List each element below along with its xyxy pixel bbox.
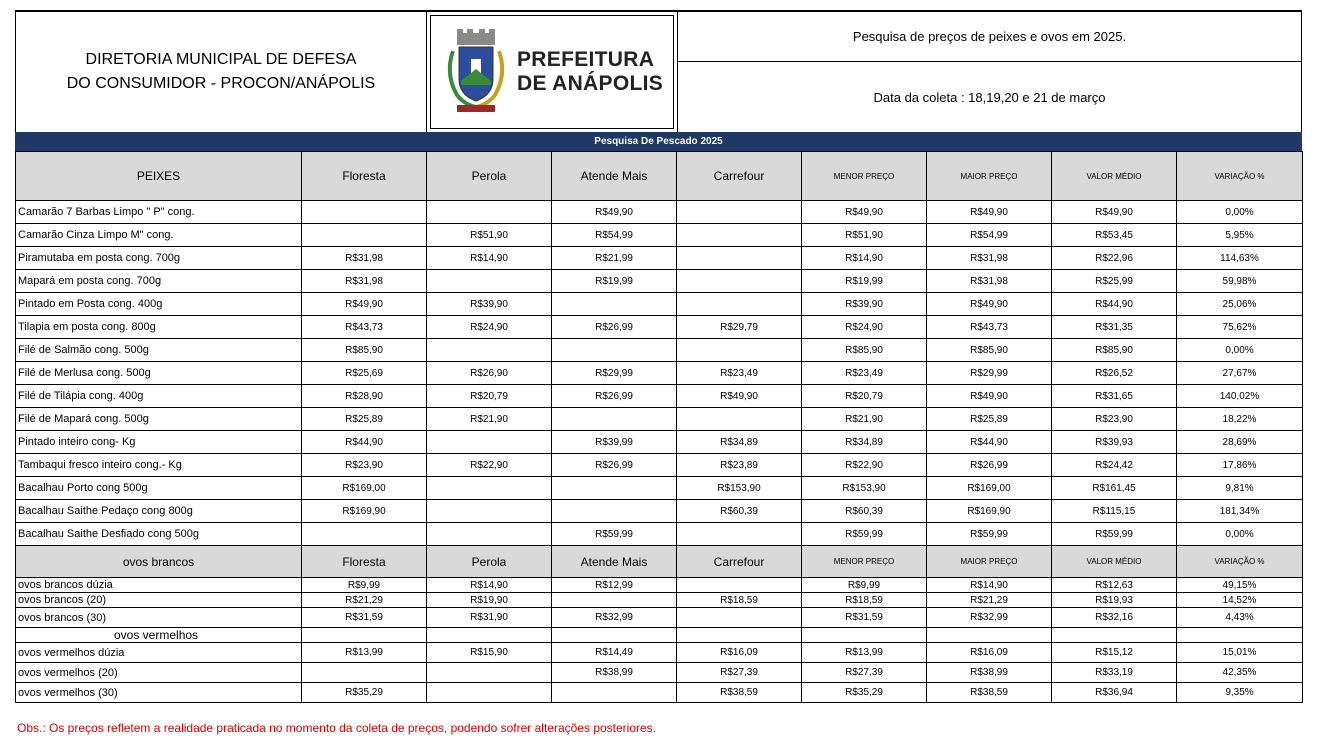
price-cell: R$21,29 <box>927 593 1052 608</box>
price-cell: R$26,99 <box>552 385 677 408</box>
product-name: Tambaqui fresco inteiro cong.- Kg <box>16 454 302 477</box>
coat-of-arms-icon <box>443 29 509 115</box>
price-cell: R$38,99 <box>927 663 1052 683</box>
price-cell <box>552 500 677 523</box>
product-name: Filé de Salmão cong. 500g <box>16 339 302 362</box>
price-cell: 75,62% <box>1177 316 1303 339</box>
price-cell: R$28,90 <box>302 385 427 408</box>
price-cell: R$49,90 <box>802 201 927 224</box>
price-cell: 114,63% <box>1177 247 1303 270</box>
price-cell: R$161,45 <box>1052 477 1177 500</box>
table-row <box>16 224 1303 247</box>
price-cell <box>427 477 552 500</box>
price-cell: R$26,99 <box>552 454 677 477</box>
product-name: Pintado inteiro cong- Kg <box>16 431 302 454</box>
price-cell: R$49,90 <box>927 201 1052 224</box>
price-cell: R$115,15 <box>1052 500 1177 523</box>
empty-cell <box>1052 628 1177 643</box>
product-name: Filé de Mapará cong. 500g <box>16 408 302 431</box>
price-cell <box>677 578 802 593</box>
price-cell: R$43,73 <box>927 316 1052 339</box>
price-cell <box>427 270 552 293</box>
price-cell: R$22,90 <box>427 454 552 477</box>
price-cell: R$49,90 <box>1052 201 1177 224</box>
city-logo <box>427 12 677 132</box>
price-cell: R$29,99 <box>552 362 677 385</box>
price-cell: R$19,90 <box>427 593 552 608</box>
price-cell <box>677 408 802 431</box>
organization-name <box>16 12 427 132</box>
price-cell: R$169,00 <box>302 477 427 500</box>
price-cell: 25,06% <box>1177 293 1303 316</box>
price-cell: R$19,93 <box>1052 593 1177 608</box>
price-cell: R$29,99 <box>927 362 1052 385</box>
price-cell: R$26,90 <box>427 362 552 385</box>
price-cell <box>552 477 677 500</box>
price-cell <box>427 431 552 454</box>
price-cell: R$31,98 <box>927 270 1052 293</box>
price-cell: R$26,52 <box>1052 362 1177 385</box>
product-name: Camarão 7 Barbas Limpo " P" cong. <box>16 201 302 224</box>
price-cell <box>427 201 552 224</box>
price-cell: R$49,90 <box>552 201 677 224</box>
price-cell <box>677 339 802 362</box>
table-row <box>16 247 1303 270</box>
logo-wordmark: PREFEITURA DE ANÁPOLIS <box>517 48 664 95</box>
price-cell: 0,00% <box>1177 201 1303 224</box>
product-name: Tilapia em posta cong. 800g <box>16 316 302 339</box>
table-row <box>16 578 1303 593</box>
price-cell: R$44,90 <box>302 431 427 454</box>
price-cell: R$38,99 <box>552 663 677 683</box>
price-cell: 42,35% <box>1177 663 1303 683</box>
price-cell: R$60,39 <box>802 500 927 523</box>
price-cell: 4,43% <box>1177 608 1303 628</box>
price-cell: R$12,99 <box>552 578 677 593</box>
price-cell: R$85,90 <box>927 339 1052 362</box>
price-cell: R$59,99 <box>927 523 1052 546</box>
price-cell: R$14,90 <box>802 247 927 270</box>
product-name: Pintado em Posta cong. 400g <box>16 293 302 316</box>
section-heading: PEIXES <box>16 152 302 201</box>
price-cell: 181,34% <box>1177 500 1303 523</box>
price-cell: R$21,99 <box>552 247 677 270</box>
price-cell <box>552 593 677 608</box>
column-header: Floresta <box>302 546 427 578</box>
subsection-heading: ovos vermelhos <box>16 628 302 643</box>
price-cell <box>552 339 677 362</box>
price-cell <box>302 663 427 683</box>
org-line-2: DO CONSUMIDOR - PROCON/ANÁPOLIS <box>66 75 376 92</box>
price-cell: R$38,59 <box>677 683 802 703</box>
price-cell <box>427 500 552 523</box>
price-cell: R$24,42 <box>1052 454 1177 477</box>
column-header: Carrefour <box>677 546 802 578</box>
product-name: ovos vermelhos (20) <box>16 663 302 683</box>
price-cell: 140,02% <box>1177 385 1303 408</box>
product-name: ovos vermelhos (30) <box>16 683 302 703</box>
price-cell: R$153,90 <box>677 477 802 500</box>
column-header: MENOR PREÇO <box>802 546 927 578</box>
price-cell: 9,35% <box>1177 683 1303 703</box>
price-cell: R$53,45 <box>1052 224 1177 247</box>
price-cell: R$59,99 <box>802 523 927 546</box>
price-cell: R$13,99 <box>302 643 427 663</box>
price-cell <box>677 247 802 270</box>
price-cell <box>427 663 552 683</box>
price-cell: R$21,90 <box>427 408 552 431</box>
price-cell: R$14,90 <box>927 578 1052 593</box>
column-header: VARIAÇÃO % <box>1177 152 1303 201</box>
survey-title: Pesquisa de preços de peixes e ovos em 2025. <box>678 12 1301 62</box>
table-row <box>16 683 1303 703</box>
price-cell: R$44,90 <box>1052 293 1177 316</box>
table-row <box>16 477 1303 500</box>
price-cell <box>552 408 677 431</box>
product-name: Piramutaba em posta cong. 700g <box>16 247 302 270</box>
product-name: ovos vermelhos dúzia <box>16 643 302 663</box>
price-cell: R$49,90 <box>927 385 1052 408</box>
column-header: Floresta <box>302 152 427 201</box>
price-cell: R$169,90 <box>927 500 1052 523</box>
price-cell: 5,95% <box>1177 224 1303 247</box>
product-name: Bacalhau Saithe Pedaço cong 800g <box>16 500 302 523</box>
price-cell: R$36,94 <box>1052 683 1177 703</box>
price-cell: R$51,90 <box>427 224 552 247</box>
price-cell <box>427 683 552 703</box>
price-cell: R$38,59 <box>927 683 1052 703</box>
column-header: MAIOR PREÇO <box>927 152 1052 201</box>
price-cell: 49,15% <box>1177 578 1303 593</box>
collection-date: Data da coleta : 18,19,20 e 21 de março <box>873 89 1106 105</box>
price-cell: R$12,63 <box>1052 578 1177 593</box>
price-cell: 17,86% <box>1177 454 1303 477</box>
price-cell: R$31,65 <box>1052 385 1177 408</box>
column-header: Atende Mais <box>552 152 677 201</box>
price-cell: R$54,99 <box>927 224 1052 247</box>
price-cell: R$44,90 <box>927 431 1052 454</box>
table-banner: Pesquisa De Pescado 2025 <box>15 132 1302 151</box>
product-name: Bacalhau Porto cong 500g <box>16 477 302 500</box>
price-cell: R$31,98 <box>302 270 427 293</box>
empty-cell <box>302 628 427 643</box>
price-cell: R$23,90 <box>1052 408 1177 431</box>
price-cell: R$26,99 <box>927 454 1052 477</box>
price-cell: R$31,98 <box>927 247 1052 270</box>
table-row <box>16 643 1303 663</box>
table-row <box>16 523 1303 546</box>
column-header: VALOR MÉDIO <box>1052 152 1177 201</box>
price-cell <box>677 201 802 224</box>
price-cell: R$16,09 <box>677 643 802 663</box>
price-cell: R$9,99 <box>302 578 427 593</box>
price-cell: R$29,79 <box>677 316 802 339</box>
price-cell: R$9,99 <box>802 578 927 593</box>
product-name: ovos brancos (30) <box>16 608 302 628</box>
empty-cell <box>927 628 1052 643</box>
table-row <box>16 431 1303 454</box>
price-cell: R$31,90 <box>427 608 552 628</box>
price-cell: R$13,99 <box>802 643 927 663</box>
price-cell: R$25,99 <box>1052 270 1177 293</box>
price-cell: 18,22% <box>1177 408 1303 431</box>
price-cell: R$33,19 <box>1052 663 1177 683</box>
price-cell: R$25,89 <box>302 408 427 431</box>
price-survey-sheet <box>15 10 1302 703</box>
column-header: MAIOR PREÇO <box>927 546 1052 578</box>
table-row <box>16 663 1303 683</box>
price-cell <box>677 224 802 247</box>
price-cell: R$31,59 <box>302 608 427 628</box>
table-row <box>16 593 1303 608</box>
price-cell: R$153,90 <box>802 477 927 500</box>
price-cell: R$23,49 <box>677 362 802 385</box>
price-cell: R$23,90 <box>302 454 427 477</box>
table-row <box>16 500 1303 523</box>
product-name: Filé de Merlusa cong. 500g <box>16 362 302 385</box>
price-cell: R$21,29 <box>302 593 427 608</box>
product-name: Camarão Cinza Limpo M" cong. <box>16 224 302 247</box>
price-cell: R$20,79 <box>427 385 552 408</box>
price-table <box>15 151 1303 703</box>
price-cell <box>427 523 552 546</box>
price-cell: R$16,09 <box>927 643 1052 663</box>
empty-cell <box>552 628 677 643</box>
price-cell: R$32,99 <box>552 608 677 628</box>
price-cell: R$32,16 <box>1052 608 1177 628</box>
table-row <box>16 270 1303 293</box>
price-cell: R$49,90 <box>927 293 1052 316</box>
disclaimer-note: Obs.: Os preços refletem a realidade praticada no momento da coleta de preços, podendo sofrer alterações posteriores. <box>17 721 657 735</box>
price-cell: 15,01% <box>1177 643 1303 663</box>
section-heading: ovos brancos <box>16 546 302 578</box>
price-cell: R$60,39 <box>677 500 802 523</box>
price-cell: 27,67% <box>1177 362 1303 385</box>
table-row <box>16 385 1303 408</box>
price-cell <box>552 293 677 316</box>
price-cell: R$59,99 <box>552 523 677 546</box>
product-name: Bacalhau Saithe Desfiado cong 500g <box>16 523 302 546</box>
survey-info <box>677 12 1301 132</box>
table-header-row <box>16 546 1303 578</box>
price-cell: R$49,90 <box>302 293 427 316</box>
table-row <box>16 201 1303 224</box>
price-cell: R$35,29 <box>802 683 927 703</box>
table-row <box>16 316 1303 339</box>
price-cell <box>677 523 802 546</box>
price-cell: 0,00% <box>1177 523 1303 546</box>
price-cell: R$14,90 <box>427 578 552 593</box>
price-cell: R$15,12 <box>1052 643 1177 663</box>
price-cell: R$22,90 <box>802 454 927 477</box>
price-cell: R$22,96 <box>1052 247 1177 270</box>
column-header: VARIAÇÃO % <box>1177 546 1303 578</box>
price-cell <box>302 201 427 224</box>
table-row <box>16 293 1303 316</box>
column-header: Carrefour <box>677 152 802 201</box>
price-cell: R$27,39 <box>677 663 802 683</box>
org-line-1: DIRETORIA MUNICIPAL DE DEFESA <box>85 51 357 68</box>
price-cell: R$31,98 <box>302 247 427 270</box>
product-name: Mapará em posta cong. 700g <box>16 270 302 293</box>
price-cell: R$14,49 <box>552 643 677 663</box>
price-cell: R$25,69 <box>302 362 427 385</box>
price-cell: R$14,90 <box>427 247 552 270</box>
product-name: ovos brancos dúzia <box>16 578 302 593</box>
empty-cell <box>677 628 802 643</box>
price-cell: R$39,90 <box>802 293 927 316</box>
price-cell: 59,98% <box>1177 270 1303 293</box>
price-cell: R$23,89 <box>677 454 802 477</box>
empty-cell <box>427 628 552 643</box>
table-header-row <box>16 152 1303 201</box>
price-cell: R$169,90 <box>302 500 427 523</box>
price-cell: R$24,90 <box>802 316 927 339</box>
price-cell: R$59,99 <box>1052 523 1177 546</box>
price-cell: R$54,99 <box>552 224 677 247</box>
price-cell <box>677 293 802 316</box>
price-cell: R$32,99 <box>927 608 1052 628</box>
price-cell: 14,52% <box>1177 593 1303 608</box>
price-cell: R$35,29 <box>302 683 427 703</box>
price-cell: R$23,49 <box>802 362 927 385</box>
price-cell <box>302 523 427 546</box>
price-cell <box>552 683 677 703</box>
table-row <box>16 608 1303 628</box>
price-cell: R$51,90 <box>802 224 927 247</box>
price-cell: R$27,39 <box>802 663 927 683</box>
price-cell: R$15,90 <box>427 643 552 663</box>
price-cell: R$19,99 <box>802 270 927 293</box>
price-cell: R$85,90 <box>802 339 927 362</box>
report-header <box>15 10 1302 132</box>
price-cell: R$49,90 <box>677 385 802 408</box>
price-cell: R$26,99 <box>552 316 677 339</box>
price-cell <box>677 608 802 628</box>
price-cell: R$18,59 <box>677 593 802 608</box>
price-cell: R$85,90 <box>302 339 427 362</box>
price-cell: R$85,90 <box>1052 339 1177 362</box>
table-row <box>16 339 1303 362</box>
column-header: Perola <box>427 152 552 201</box>
price-cell: R$19,99 <box>552 270 677 293</box>
subsection-row <box>16 628 1303 643</box>
price-cell: R$31,59 <box>802 608 927 628</box>
column-header: Perola <box>427 546 552 578</box>
price-cell: R$31,35 <box>1052 316 1177 339</box>
table-row <box>16 454 1303 477</box>
price-cell: R$39,93 <box>1052 431 1177 454</box>
price-cell: 0,00% <box>1177 339 1303 362</box>
column-header: MENOR PREÇO <box>802 152 927 201</box>
price-cell: R$39,99 <box>552 431 677 454</box>
column-header: VALOR MÉDIO <box>1052 546 1177 578</box>
product-name: ovos brancos (20) <box>16 593 302 608</box>
price-cell <box>302 224 427 247</box>
price-cell: R$34,89 <box>802 431 927 454</box>
column-header: Atende Mais <box>552 546 677 578</box>
price-cell: R$34,89 <box>677 431 802 454</box>
price-cell: R$39,90 <box>427 293 552 316</box>
price-cell: R$20,79 <box>802 385 927 408</box>
table-row <box>16 362 1303 385</box>
product-name: Filé de Tilápia cong. 400g <box>16 385 302 408</box>
price-cell: R$21,90 <box>802 408 927 431</box>
table-row <box>16 408 1303 431</box>
price-cell: R$169,00 <box>927 477 1052 500</box>
price-cell: R$24,90 <box>427 316 552 339</box>
price-cell: R$18,59 <box>802 593 927 608</box>
price-cell: R$25,89 <box>927 408 1052 431</box>
price-cell: 28,69% <box>1177 431 1303 454</box>
price-cell: R$43,73 <box>302 316 427 339</box>
price-cell <box>677 270 802 293</box>
price-cell <box>427 339 552 362</box>
price-cell: 9,81% <box>1177 477 1303 500</box>
empty-cell <box>1177 628 1303 643</box>
empty-cell <box>802 628 927 643</box>
